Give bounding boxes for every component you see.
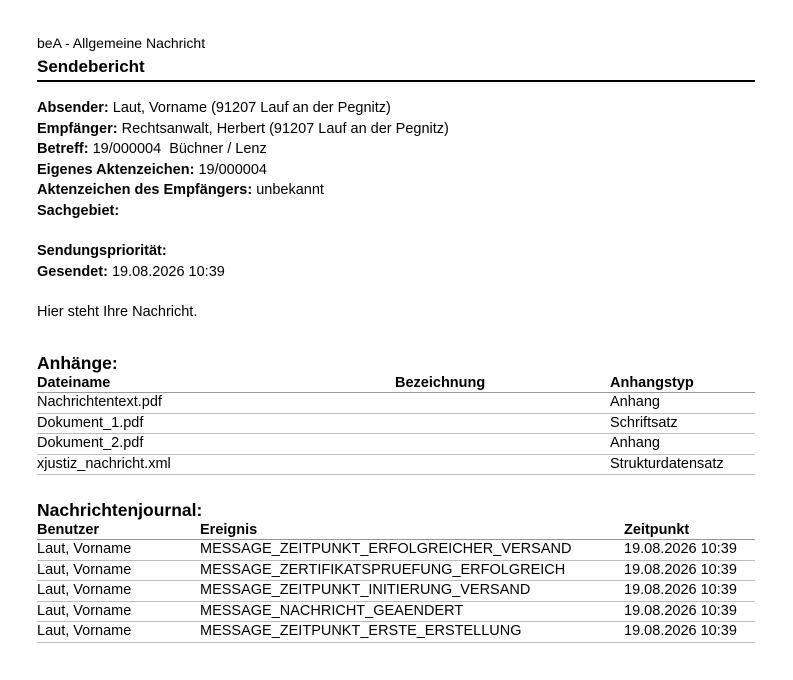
- table-row: [37, 581, 755, 602]
- prioritaet-label: Sendungspriorität:: [37, 243, 167, 259]
- attachment-description: [395, 413, 610, 434]
- absender-value: Laut, Vorname (91207 Lauf an der Pegnitz): [112, 100, 391, 116]
- journal-event: MESSAGE_ZEITPUNKT_ERSTE_ERSTELLUNG: [200, 622, 624, 643]
- gesendet-label: Gesendet:: [37, 263, 108, 280]
- aktenzeichen-label: Eigenes Aktenzeichen:: [37, 161, 195, 178]
- attachments-header-row: [37, 374, 755, 393]
- aktenzeichen-value: 19/000004: [198, 161, 267, 178]
- attachment-filename: Dokument_1.pdf: [37, 413, 395, 434]
- journal-time: 19.08.2026 10:39: [624, 581, 755, 602]
- journal-event: MESSAGE_ZEITPUNKT_INITIERUNG_VERSAND: [200, 581, 624, 602]
- journal-title: Nachrichtenjournal:: [37, 500, 203, 520]
- journal-time: 19.08.2026 10:39: [624, 622, 755, 643]
- betreff-label: Betreff:: [37, 141, 89, 157]
- empfaenger-row: [37, 119, 755, 140]
- journal-time: 19.08.2026 10:39: [624, 560, 755, 581]
- attachments-table: [37, 374, 755, 475]
- table-row: [37, 560, 755, 581]
- journal-user: Laut, Vorname: [37, 540, 200, 561]
- journal-table: [37, 521, 755, 643]
- col-bezeichnung: Bezeichnung: [395, 374, 610, 393]
- attachment-filename: Dokument_2.pdf: [37, 434, 395, 455]
- journal-section: [37, 499, 755, 643]
- attachments-title: Anhänge:: [37, 353, 118, 373]
- empf-aktenzeichen-value: unbekannt: [256, 182, 324, 198]
- col-anhangstyp: Anhangstyp: [610, 374, 755, 393]
- table-row: [37, 540, 755, 561]
- journal-user: Laut, Vorname: [37, 560, 200, 581]
- attachment-type: Anhang: [610, 393, 755, 414]
- journal-event: MESSAGE_ZERTIFIKATSPRUEFUNG_ERFOLGREICH: [200, 560, 624, 581]
- empfaenger-value: Rechtsanwalt, Herbert (91207 Lauf an der Pegnitz): [121, 120, 449, 137]
- app-title: beA - Allgemeine Nachricht: [37, 35, 206, 51]
- report-title: Sendebericht: [37, 57, 755, 82]
- report-page: [37, 34, 755, 643]
- message-metadata: [37, 98, 755, 282]
- journal-event: MESSAGE_ZEITPUNKT_ERFOLGREICHER_VERSAND: [200, 540, 624, 561]
- table-row: [37, 454, 755, 475]
- gesendet-row: [37, 262, 755, 283]
- attachment-filename: Nachrichtentext.pdf: [37, 393, 395, 414]
- table-row: [37, 434, 755, 455]
- table-row: [37, 393, 755, 414]
- betreff-row: [37, 139, 755, 160]
- aktenzeichen-row: [37, 160, 755, 181]
- attachment-description: [395, 393, 610, 414]
- table-row: [37, 413, 755, 434]
- col-ereignis: Ereignis: [200, 521, 624, 540]
- journal-user: Laut, Vorname: [37, 601, 200, 622]
- attachment-description: [395, 434, 610, 455]
- journal-time: 19.08.2026 10:39: [624, 601, 755, 622]
- gesendet-value: 19.08.2026 10:39: [111, 263, 225, 280]
- empfaenger-label: Empfänger:: [37, 120, 118, 137]
- attachment-description: [395, 454, 610, 475]
- attachments-section: [37, 352, 755, 475]
- col-dateiname: Dateiname: [37, 374, 395, 393]
- message-body: Hier steht Ihre Nachricht.: [37, 304, 198, 320]
- attachment-type: Strukturdatensatz: [610, 454, 755, 475]
- journal-event: MESSAGE_NACHRICHT_GEAENDERT: [200, 601, 624, 622]
- betreff-value: 19/000004 Büchner / Lenz: [92, 141, 267, 157]
- col-benutzer: Benutzer: [37, 521, 200, 540]
- journal-time: 19.08.2026 10:39: [624, 540, 755, 561]
- table-row: [37, 601, 755, 622]
- table-row: [37, 622, 755, 643]
- sachgebiet-label: Sachgebiet:: [37, 202, 120, 219]
- attachment-type: Anhang: [610, 434, 755, 455]
- absender-row: [37, 98, 755, 119]
- journal-user: Laut, Vorname: [37, 581, 200, 602]
- prioritaet-row: [37, 241, 755, 262]
- attachment-type: Schriftsatz: [610, 413, 755, 434]
- col-zeitpunkt: Zeitpunkt: [624, 521, 755, 540]
- journal-user: Laut, Vorname: [37, 622, 200, 643]
- sachgebiet-row: [37, 201, 755, 222]
- absender-label: Absender:: [37, 100, 109, 116]
- empf-aktenzeichen-label: Aktenzeichen des Empfängers:: [37, 182, 253, 198]
- empf-aktenzeichen-row: [37, 180, 755, 201]
- attachment-filename: xjustiz_nachricht.xml: [37, 454, 395, 475]
- journal-header-row: [37, 521, 755, 540]
